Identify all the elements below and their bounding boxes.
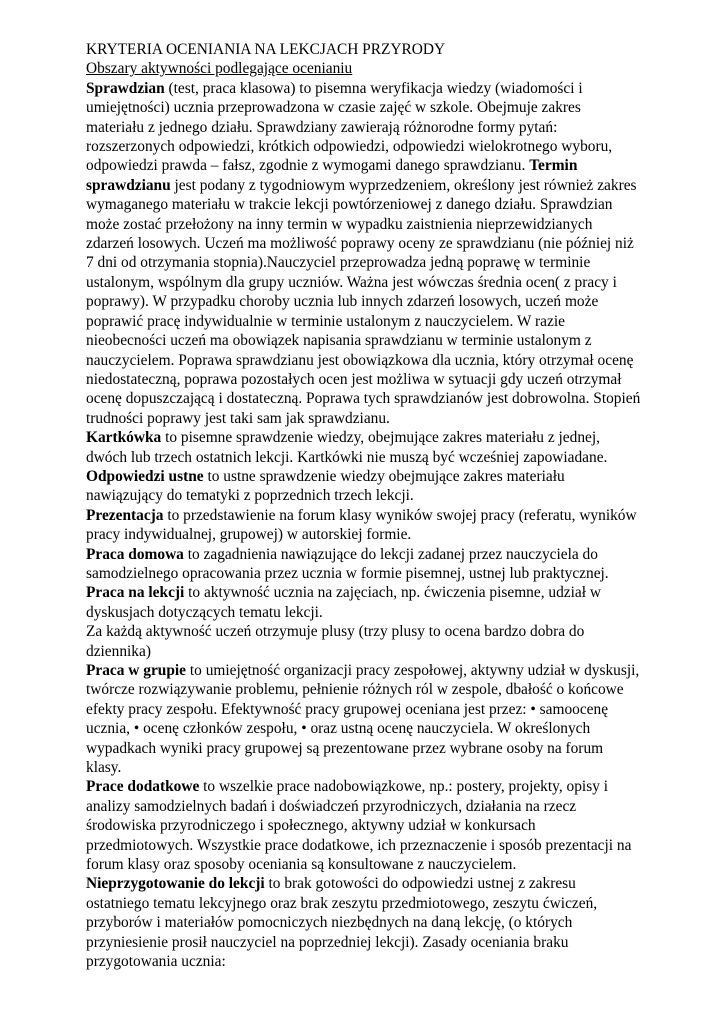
term-termin-sprawdzianu: Termin sprawdzianu (86, 157, 578, 194)
section-plusy: Za każdą aktywność uczeń otrzymuje plusy (trzy plusy to ocena bardzo dobra do dziennika) (86, 623, 585, 660)
term-kartkowka: Kartkówka (86, 429, 162, 447)
page-title: KRYTERIA OCENIANIA NA LEKCJACH PRZYRODY (86, 41, 446, 58)
section-praca-na-lekcji (86, 583, 642, 622)
text-praca-domowa: to zagadnienia nawiązujące do lekcji zadanej przez nauczyciela do samodzielnego opracowania przez ucznia w formie pisemnej, ustnej lub praktycznej. (86, 545, 609, 582)
term-praca-w-grupie: Praca w grupie (86, 662, 187, 679)
text-praca-w-grupie: to umiejętność organizacji pracy zespołowej, aktywny udział w dyskusji, twórcze rozwiązywanie problemu, pełnienie różnych ról w zespole, dbałość o końcowe efekty pracy zespołu. Efektywność pracy grupowej oceniana jest przez: • samoocenę ucznia, • ocenę członków zespołu, • oraz ustną ocenę nauczyciela. W określonych wypadkach wyniki pracy grupowej są prezentowane przez wybrane osoby na forum klasy. (86, 662, 640, 777)
section-kartkowka (86, 428, 642, 467)
term-prace-dodatkowe: Prace dodatkowe (86, 778, 200, 796)
section-praca-domowa (86, 545, 642, 584)
section-sprawdzian (86, 79, 642, 428)
term-praca-domowa: Praca domowa (86, 545, 184, 563)
text-nieprzygotowanie: to brak gotowości do odpowiedzi ustnej z zakresu ostatniego tematu lekcyjnego oraz brak zeszytu przedmiotowego, zeszytu ćwiczeń, przyborów i materiałów pomocniczych niezbędnych na daną lekcję, (o których przyniesienie prosił nauczyciel na poprzedniej lekcji). Zasady oceniania braku przygotowania ucznia: (86, 875, 598, 971)
page-subtitle: Obszary aktywności podlegające ocenianiu (86, 60, 353, 78)
section-praca-w-grupie (86, 661, 642, 777)
text-praca-na-lekcji: to aktywność ucznia na zajęciach, np. ćwiczenia pisemne, udział w dyskusjach dotyczących tematu lekcji. (86, 584, 601, 621)
text-prace-dodatkowe: to wszelkie prace nadobowiązkowe, np.: postery, projekty, opisy i analizy samodzielnych badań i doświadczeń przyrodniczych, działania na rzecz środowiska przyrodniczego i społecznego, aktywny udział w konkursach przedmiotowych. Wszystkie prace dodatkowe, ich przeznaczenie i sposób prezentacji na forum klasy oraz sposoby oceniania są konsultowane z nauczycielem. (86, 778, 632, 874)
text-prezentacja: to przedstawienie na forum klasy wyników swojej pracy (referatu, wyników pracy indywidualnej, grupowej) w autorskiej formie. (86, 506, 637, 544)
text-sprawdzian-1: (test, praca klasowa) to pisemna weryfikacja wiedzy (wiadomości i umiejętności) ucznia przeprowadzona w czasie zajęć w szkole. Obejmuje zakres materiału z jednego działu. Sprawdziany zawierają różnorodne formy pytań: rozszerzonych odpowiedzi, krótkich odpowiedzi, odpowiedzi wielokrotnego wyboru, odpowiedzi prawda – fałsz, zgodnie z wymogami danego sprawdzianu. (86, 79, 613, 175)
section-prace-dodatkowe (86, 777, 642, 874)
document-page (86, 40, 642, 972)
section-prezentacja (86, 506, 642, 545)
term-odpowiedzi: Odpowiedzi ustne (86, 467, 204, 485)
section-odpowiedzi (86, 467, 642, 506)
term-sprawdzian: Sprawdzian (86, 79, 165, 97)
term-nieprzygotowanie: Nieprzygotowanie do lekcji (86, 875, 265, 893)
text-odpowiedzi: to ustne sprawdzenie wiedzy obejmujące zakres materiału nawiązujący do tematyki z poprzednich trzech lekcji. (86, 467, 565, 505)
term-praca-na-lekcji: Praca na lekcji (86, 584, 185, 602)
term-prezentacja: Prezentacja (86, 506, 164, 524)
text-kartkowka: to pisemne sprawdzenie wiedzy, obejmujące zakres materiału z jednej, dwóch lub trzech ostatnich lekcji. Kartkówki nie muszą być wcześniej zapowiadane. (86, 429, 608, 466)
section-nieprzygotowanie (86, 874, 642, 971)
text-sprawdzian-2: jest podany z tygodniowym wyprzedzeniem, określony jest również zakres wymaganego materiału w trakcie lekcji powtórzeniowej z danego działu. Sprawdzian może zostać przełożony na inny termin w wypadku zaistnienia nieprzewidzianych zdarzeń losowych. Uczeń ma możliwość poprawy oceny ze sprawdzianu (nie później niż 7 dni od otrzymania stopnia).Nauczyciel przeprowadza jedną poprawę w terminie ustalonym, wspólnym dla grupy uczniów. Ważna jest wówczas średnia ocen( z pracy i poprawy). W przypadku choroby ucznia lub innych zdarzeń losowych, uczeń może poprawić pracę indywidualnie w terminie ustalonym z nauczycielem. W razie nieobecności uczeń ma obowiązek napisania sprawdzianu w terminie ustalonym z nauczycielem. Poprawa sprawdzianu jest obowiązkowa dla ucznia, który otrzymał ocenę niedostateczną, poprawa pozostałych ocen jest możliwa w sytuacji gdy uczeń otrzymał ocenę dopuszczającą i dostateczną. Poprawa tych sprawdzianów jest dobrowolna. Stopień trudności poprawy jest taki sam jak sprawdzianu. (86, 176, 641, 427)
